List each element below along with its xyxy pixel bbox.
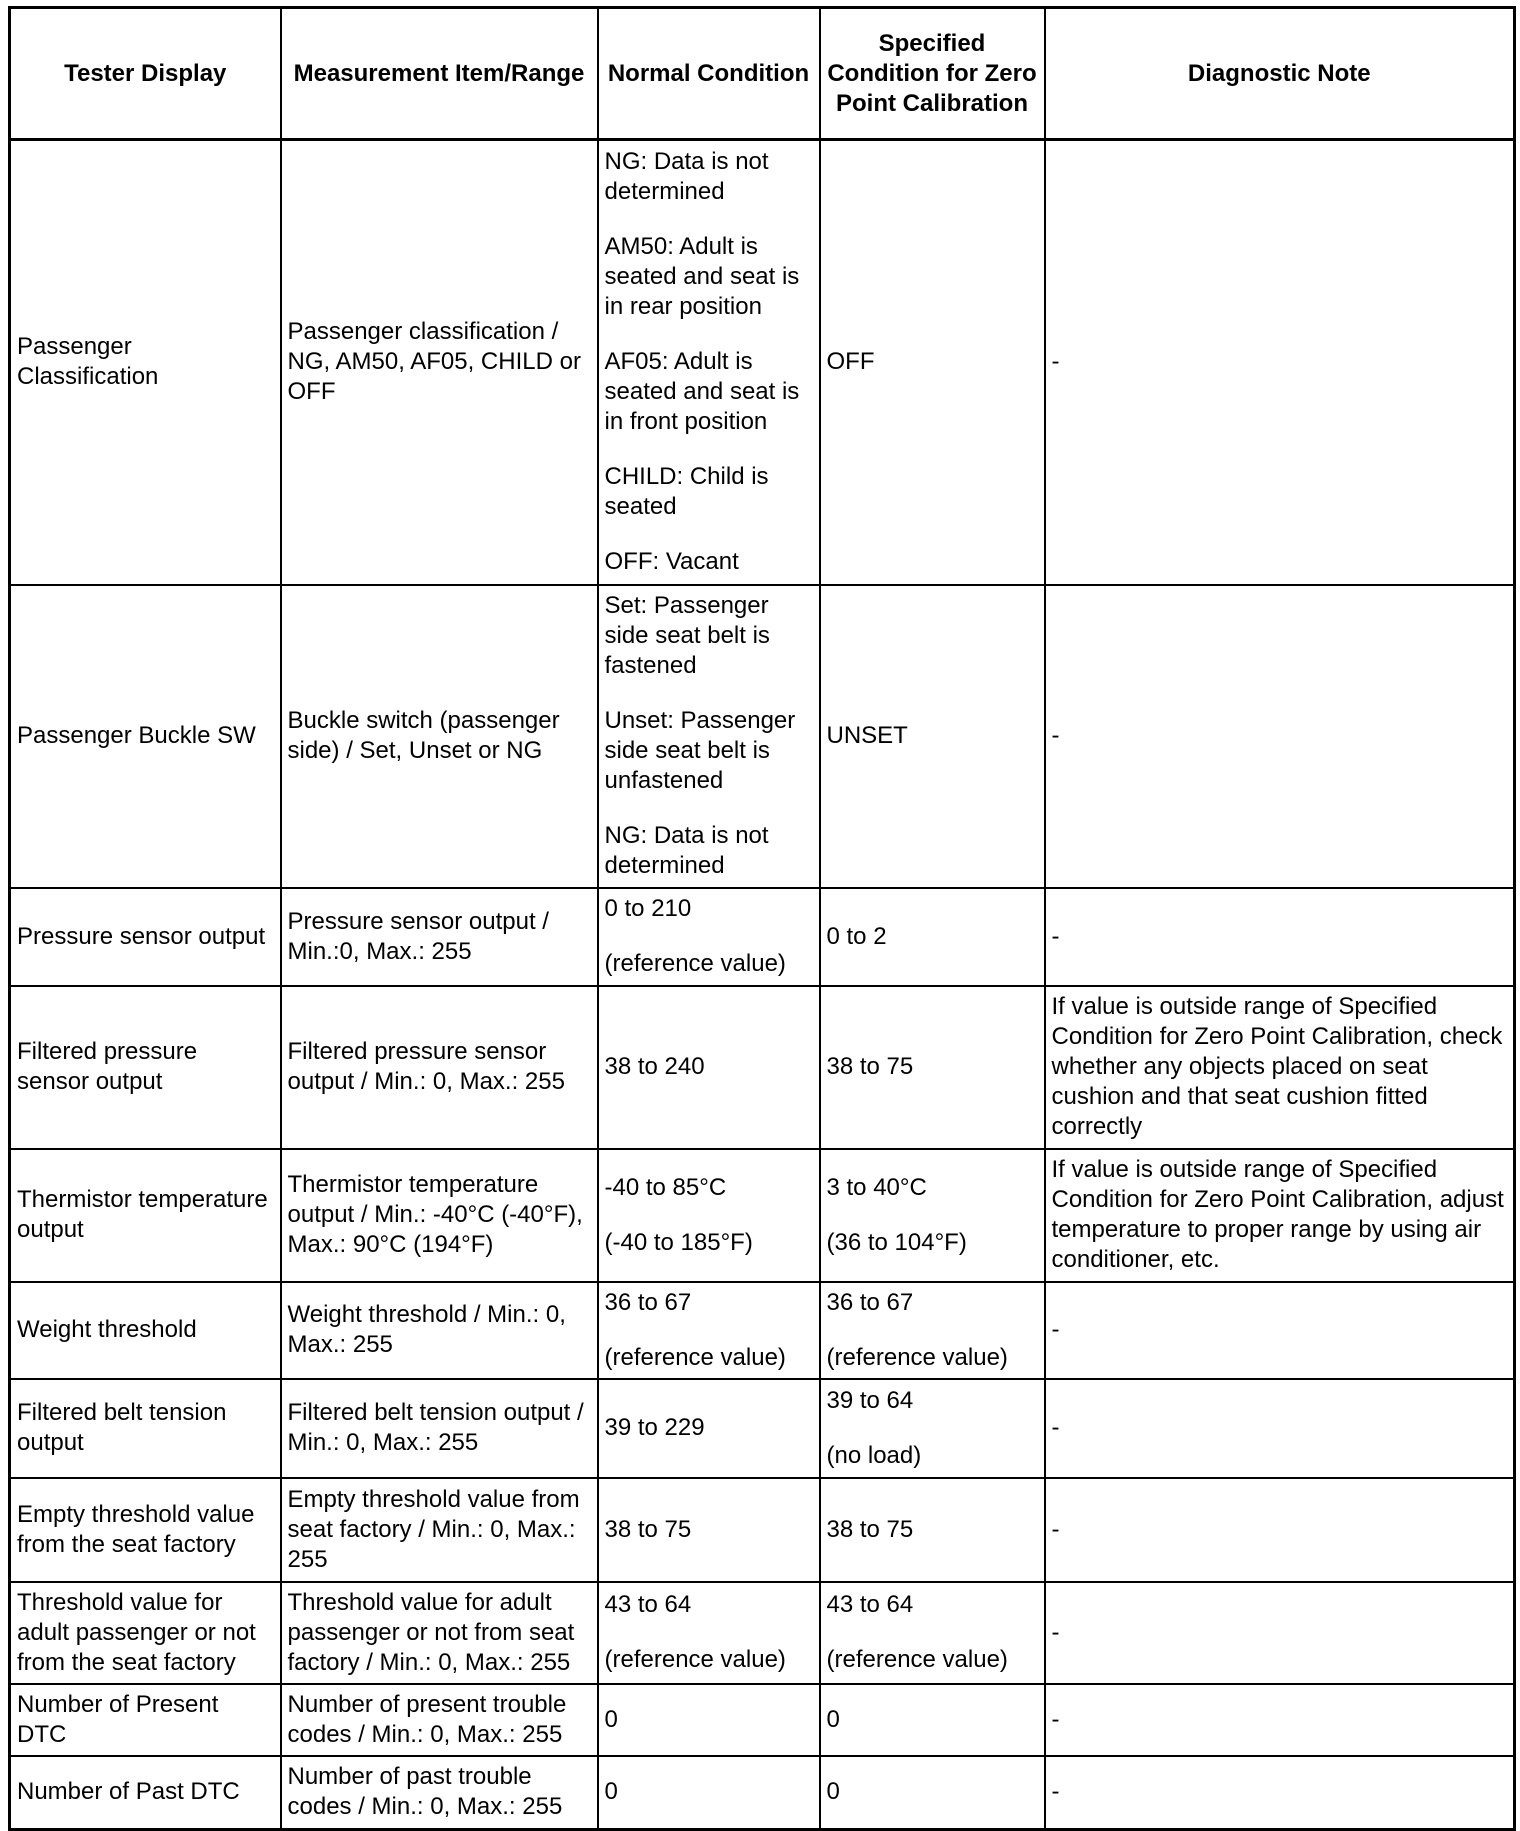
specified-condition-line: 0 to 2 — [826, 922, 887, 950]
table-row — [10, 986, 1515, 1149]
diagnostic-note-cell: - — [1045, 585, 1515, 888]
normal-condition-line: (reference value) — [604, 1646, 786, 1673]
diagnostic-note-cell: If value is outside range of Specified Condition for Zero Point Calibration, adjust temperature to proper range by using air conditioner, etc. — [1045, 1149, 1515, 1282]
diagnostic-note-cell: - — [1045, 888, 1515, 986]
diagnostic-note-cell: - — [1045, 1379, 1515, 1478]
tester-display-cell: Filtered pressure sensor output — [10, 986, 281, 1149]
tester-display-cell: Pressure sensor output — [10, 888, 281, 986]
diagnostic-note-cell: - — [1045, 1684, 1515, 1756]
diagnostic-note-cell: - — [1045, 1282, 1515, 1379]
tester-display-cell: Passenger Buckle SW — [10, 585, 281, 888]
normal-condition-line: Set: Passenger side seat belt is fastened — [604, 592, 770, 679]
table-row — [10, 1582, 1515, 1684]
normal-condition-cell — [598, 585, 820, 888]
tester-display-cell: Number of Past DTC — [10, 1756, 281, 1830]
specified-condition-line: UNSET — [826, 722, 908, 749]
normal-condition-line: AM50: Adult is seated and seat is in rear position — [604, 233, 800, 321]
specified-condition-line: (reference value) — [826, 1646, 1008, 1673]
normal-condition-line: CHILD: Child is seated — [604, 463, 769, 521]
normal-condition-cell — [598, 986, 820, 1149]
specified-condition-cell — [820, 986, 1045, 1149]
normal-condition-line: (reference value) — [604, 950, 786, 977]
tester-display-cell: Weight threshold — [10, 1282, 281, 1379]
tester-display-cell: Thermistor temperature output — [10, 1149, 281, 1282]
normal-condition-line: -40 to 85°C — [604, 1173, 727, 1201]
normal-condition-line: Unset: Passenger side seat belt is unfastened — [604, 707, 796, 794]
table-row — [10, 1379, 1515, 1478]
specified-condition-cell — [820, 1684, 1045, 1756]
normal-condition-line: 0 to 210 — [604, 895, 692, 922]
normal-condition-line: 43 to 64 — [604, 1591, 692, 1618]
specified-condition-cell — [820, 1282, 1045, 1379]
diagnostic-note-cell: - — [1045, 1756, 1515, 1830]
specified-condition-line: (reference value) — [826, 1343, 1008, 1371]
specified-condition-line: 39 to 64 — [826, 1386, 914, 1414]
normal-condition-cell — [598, 1149, 820, 1282]
table-row — [10, 140, 1515, 585]
normal-condition-cell — [598, 1582, 820, 1684]
tester-display-cell: Empty threshold value from the seat factory — [10, 1478, 281, 1582]
normal-condition-cell — [598, 888, 820, 986]
header-diagnostic-note: Diagnostic Note — [1045, 8, 1515, 140]
measurement-item-cell: Passenger classification / NG, AM50, AF05, CHILD or OFF — [281, 140, 598, 585]
table-row — [10, 1478, 1515, 1582]
header-specified-condition: Specified Condition for Zero Point Calibration — [820, 8, 1045, 140]
specified-condition-cell — [820, 140, 1045, 585]
measurement-item-cell: Empty threshold value from seat factory / Min.: 0, Max.: 255 — [281, 1478, 598, 1582]
header-measurement-item: Measurement Item/Range — [281, 8, 598, 140]
measurement-item-cell: Filtered belt tension output / Min.: 0, Max.: 255 — [281, 1379, 598, 1478]
table-row — [10, 1756, 1515, 1830]
normal-condition-cell — [598, 1756, 820, 1830]
normal-condition-cell — [598, 1379, 820, 1478]
specified-condition-cell — [820, 1756, 1045, 1830]
tester-display-cell: Number of Present DTC — [10, 1684, 281, 1756]
normal-condition-line: 38 to 75 — [604, 1515, 692, 1543]
measurement-item-cell: Weight threshold / Min.: 0, Max.: 255 — [281, 1282, 598, 1379]
normal-condition-line: OFF: Vacant — [604, 548, 739, 576]
normal-condition-cell — [598, 1684, 820, 1756]
table-row — [10, 1684, 1515, 1756]
normal-condition-line: NG: Data is not determined — [604, 148, 769, 206]
measurement-item-cell: Thermistor temperature output / Min.: -40°C (-40°F), Max.: 90°C (194°F) — [281, 1149, 598, 1282]
measurement-item-cell: Filtered pressure sensor output / Min.: 0, Max.: 255 — [281, 986, 598, 1149]
table-row — [10, 1282, 1515, 1379]
normal-condition-line: (reference value) — [604, 1343, 786, 1371]
specified-condition-line: 0 — [826, 1778, 840, 1806]
normal-condition-line: 0 — [604, 1778, 618, 1806]
measurement-item-cell: Buckle switch (passenger side) / Set, Unset or NG — [281, 585, 598, 888]
specified-condition-line: 43 to 64 — [826, 1591, 914, 1618]
header-row — [10, 8, 1515, 140]
specified-condition-cell — [820, 888, 1045, 986]
specified-condition-line: 38 to 75 — [826, 1053, 914, 1080]
measurement-item-cell: Threshold value for adult passenger or not from seat factory / Min.: 0, Max.: 255 — [281, 1582, 598, 1684]
tester-display-cell: Passenger Classification — [10, 140, 281, 585]
normal-condition-line: 0 — [604, 1705, 618, 1733]
measurement-item-cell: Pressure sensor output / Min.:0, Max.: 255 — [281, 888, 598, 986]
specified-condition-cell — [820, 1149, 1045, 1282]
specified-condition-line: 36 to 67 — [826, 1288, 914, 1316]
diagnostic-note-cell: If value is outside range of Specified Condition for Zero Point Calibration, check whether any objects placed on seat cushion and that seat cushion fitted correctly — [1045, 986, 1515, 1149]
measurement-item-cell: Number of present trouble codes / Min.: 0, Max.: 255 — [281, 1684, 598, 1756]
tester-display-cell: Threshold value for adult passenger or not from the seat factory — [10, 1582, 281, 1684]
specified-condition-cell — [820, 1379, 1045, 1478]
tester-display-cell: Filtered belt tension output — [10, 1379, 281, 1478]
normal-condition-line: 39 to 229 — [604, 1414, 705, 1441]
table-header — [10, 8, 1515, 140]
specified-condition-line: 3 to 40°C — [826, 1173, 927, 1201]
data-list-table — [8, 6, 1516, 1831]
specified-condition-line: (36 to 104°F) — [826, 1228, 967, 1256]
normal-condition-line: NG: Data is not determined — [604, 822, 769, 879]
normal-condition-line: (-40 to 185°F) — [604, 1228, 753, 1256]
table-row — [10, 888, 1515, 986]
specified-condition-line: 0 — [826, 1705, 840, 1733]
table-row — [10, 585, 1515, 888]
header-tester-display: Tester Display — [10, 8, 281, 140]
diagnostic-note-cell: - — [1045, 1582, 1515, 1684]
specified-condition-line: OFF — [826, 348, 875, 376]
normal-condition-cell — [598, 140, 820, 585]
table-body — [10, 140, 1515, 1830]
specified-condition-line: (no load) — [826, 1441, 922, 1469]
normal-condition-line: 38 to 240 — [604, 1053, 705, 1080]
specified-condition-cell — [820, 585, 1045, 888]
specified-condition-cell — [820, 1478, 1045, 1582]
specified-condition-cell — [820, 1582, 1045, 1684]
normal-condition-line: AF05: Adult is seated and seat is in front position — [604, 348, 800, 436]
diagnostic-note-cell: - — [1045, 140, 1515, 585]
measurement-item-cell: Number of past trouble codes / Min.: 0, Max.: 255 — [281, 1756, 598, 1830]
normal-condition-cell — [598, 1282, 820, 1379]
specified-condition-line: 38 to 75 — [826, 1515, 914, 1543]
normal-condition-cell — [598, 1478, 820, 1582]
diagnostic-note-cell: - — [1045, 1478, 1515, 1582]
header-normal-condition: Normal Condition — [598, 8, 820, 140]
normal-condition-line: 36 to 67 — [604, 1288, 692, 1316]
table-row — [10, 1149, 1515, 1282]
